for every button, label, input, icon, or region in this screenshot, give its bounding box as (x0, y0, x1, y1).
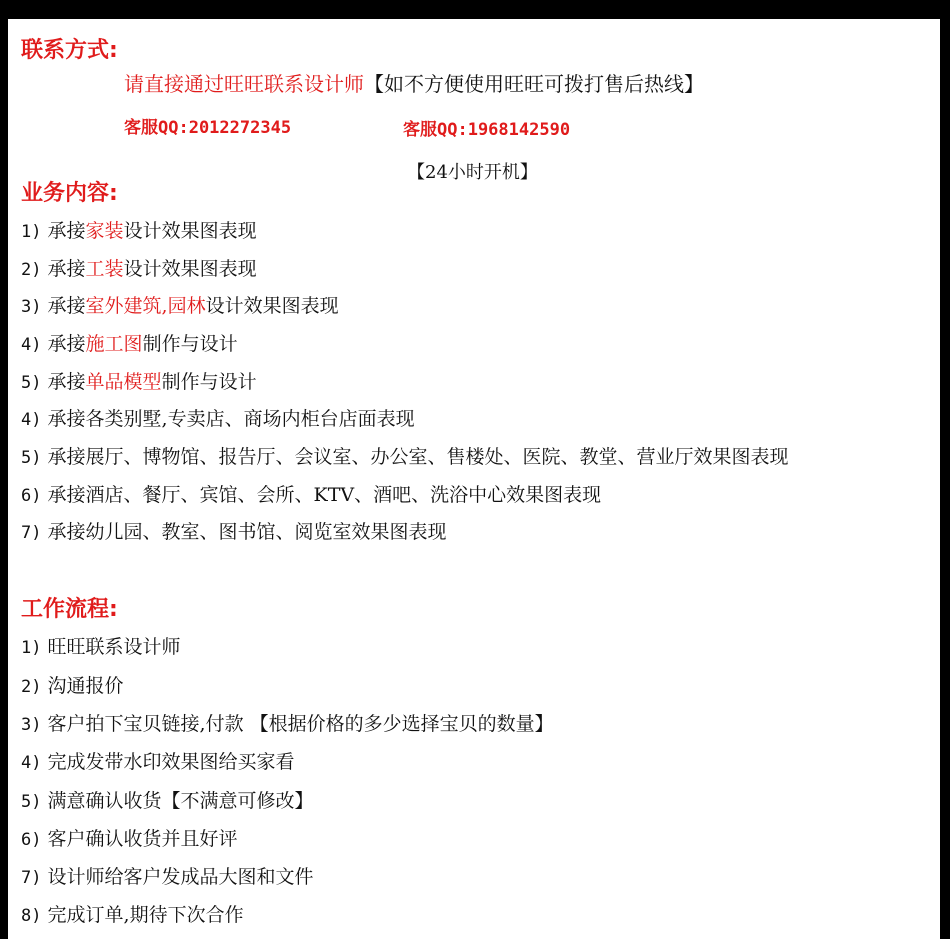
content-panel (8, 19, 940, 939)
list-item: 5) 承接单品模型制作与设计 (21, 371, 257, 393)
support-qq-1: 客服QQ:2012272345 (124, 118, 292, 138)
list-item: 5) 满意确认收货【不满意可修改】 (21, 790, 314, 812)
list-item: 5) 承接展厅、博物馆、报告厅、会议室、办公室、售楼处、医院、教堂、营业厅效果图表现 (21, 446, 789, 468)
list-item: 6) 承接酒店、餐厅、宾馆、会所、KTV、酒吧、洗浴中心效果图表现 (21, 484, 602, 506)
contact-instruction (124, 68, 704, 97)
contact-instruction-red: 请直接通过旺旺联系设计师 (124, 72, 364, 96)
services-heading: 业务内容: (21, 181, 118, 206)
list-item: 1) 承接家装设计效果图表现 (21, 220, 257, 242)
list-item: 8) 完成订单,期待下次合作 (21, 904, 244, 926)
contact-heading: 联系方式: (21, 38, 118, 63)
support-qq-2: 客服QQ:1968142590 (403, 120, 571, 140)
list-item: 6) 客户确认收货并且好评 (21, 828, 238, 850)
hours-note: 【24小时开机】 (407, 162, 538, 183)
list-item: 4) 承接施工图制作与设计 (21, 333, 238, 355)
workflow-heading: 工作流程: (21, 597, 118, 622)
list-item: 1) 旺旺联系设计师 (21, 636, 181, 658)
contact-instruction-note: 【如不方便使用旺旺可拨打售后热线】 (364, 72, 704, 96)
list-item: 2) 沟通报价 (21, 675, 124, 697)
list-item: 4) 完成发带水印效果图给买家看 (21, 751, 295, 773)
list-item: 7) 设计师给客户发成品大图和文件 (21, 866, 314, 888)
list-item: 3) 客户拍下宝贝链接,付款 【根据价格的多少选择宝贝的数量】 (21, 713, 554, 735)
list-item: 2) 承接工装设计效果图表现 (21, 258, 257, 280)
list-item: 3) 承接室外建筑,园林设计效果图表现 (21, 295, 339, 317)
list-item: 7) 承接幼儿园、教室、图书馆、阅览室效果图表现 (21, 521, 447, 543)
list-item: 4) 承接各类别墅,专卖店、商场内柜台店面表现 (21, 408, 415, 430)
